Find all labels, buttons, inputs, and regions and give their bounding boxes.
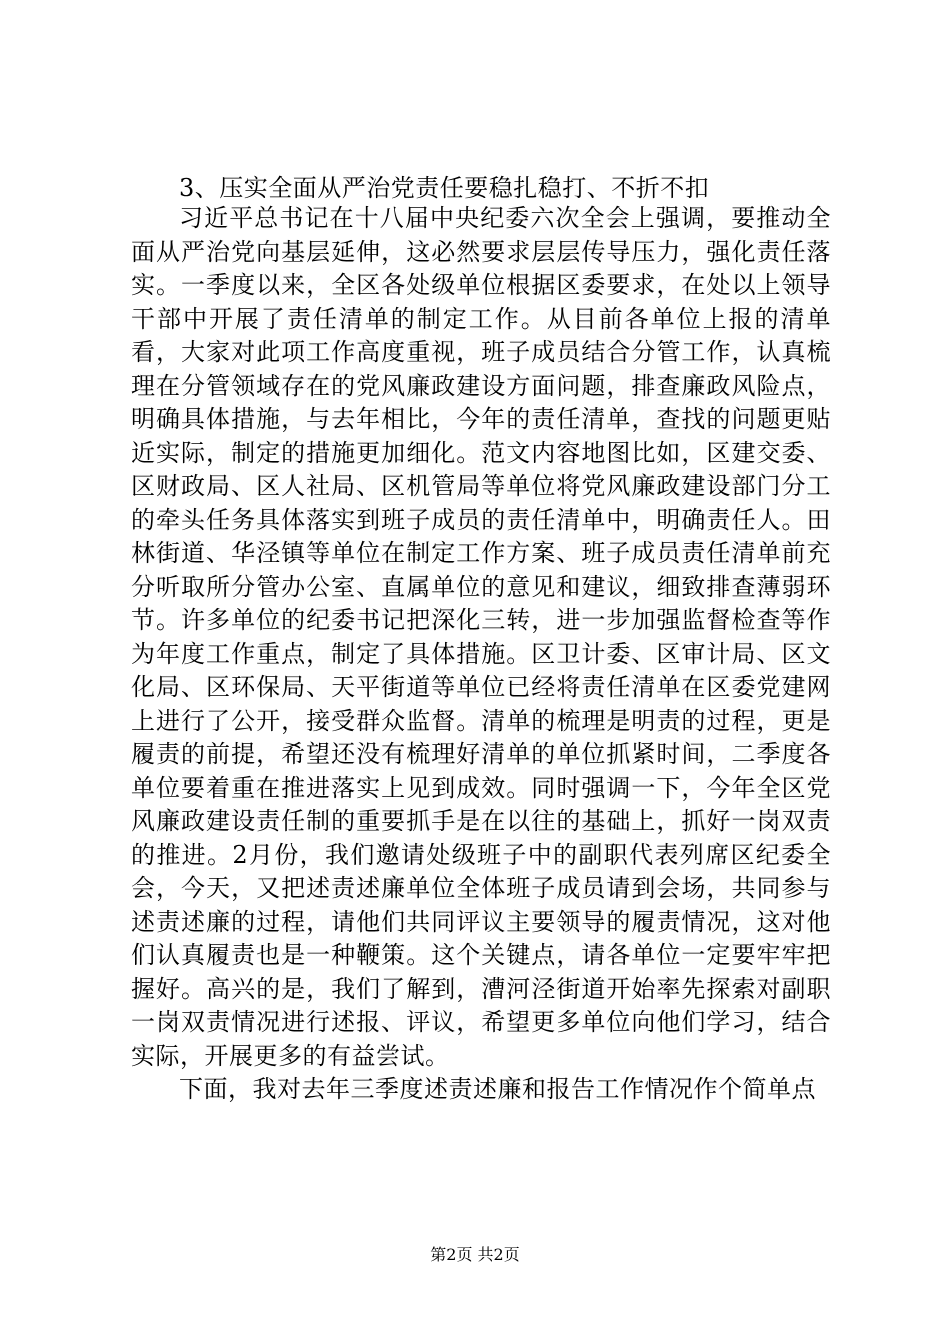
document-body (131, 174, 831, 1107)
section-heading: 3、压实全面从严治党责任要稳扎稳打、不折不扣 (179, 174, 710, 202)
page-number: 第2页 共2页 (430, 1245, 520, 1264)
page-footer (0, 1245, 950, 1265)
body-paragraph-1: 习近平总书记在十八届中央纪委六次全会上强调，要推动全面从严治党向基层延伸，这必然要求层层传导压力，强化责任落实。一季度以来，全区各处级单位根据区委要求，在处以上领导干部中开展了责任清单的制定工作。从目前各单位上报的清单看，大家对此项工作高度重视，班子成员结合分管工作，认真梳理在分管领域存在的党风廉政建设方面问题，排查廉政风险点，明确具体措施，与去年相比，今年的责任清单，查找的问题更贴近实际，制定的措施更加细化。范文内容地图比如，区建交委、区财政局、区人社局、区机管局等单位将党风廉政建设部门分工的牵头任务具体落实到班子成员的责任清单中，明确责任人。田林街道、华泾镇等单位在制定工作方案、班子成员责任清单前充分听取所分管办公室、直属单位的意见和建议，细致排查薄弱环节。许多单位的纪委书记把深化三转，进一步加强监督检查等作为年度工作重点，制定了具体措施。区卫计委、区审计局、区文化局、区环保局、天平街道等单位已经将责任清单在区委党建网上进行了公开，接受群众监督。清单的梳理是明责的过程，更是履责的前提，希望还没有梳理好清单的单位抓紧时间，二季度各单位要着重在推进落实上见到成效。同时强调一下，今年全区党风廉政建设责任制的重要抓手是在以往的基础上，抓好一岗双责的推进。2月份，我们邀请处级班子中的副职代表列席区纪委全会，今天，又把述责述廉单位全体班子成员请到会场，共同参与述责述廉的过程，请他们共同评议主要领导的履责情况，这对他们认真履责也是一种鞭策。这个关键点，请各单位一定要牢牢把握好。高兴的是，我们了解到，漕河泾街道开始率先探索对副职一岗双责情况进行述报、评议，希望更多单位向他们学习，结合实际，开展更多的有益尝试。 (131, 204, 831, 1070)
body-paragraph-2: 下面，我对去年三季度述责述廉和报告工作情况作个简单点 (179, 1075, 816, 1103)
